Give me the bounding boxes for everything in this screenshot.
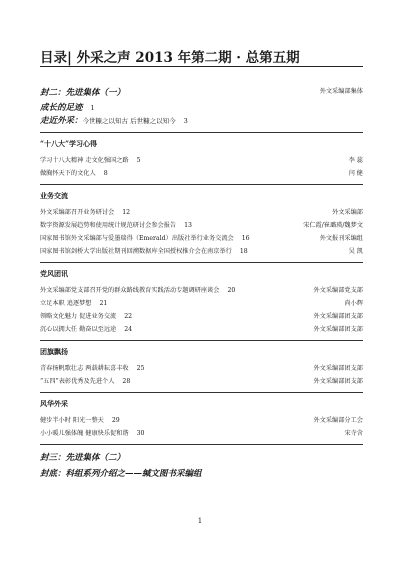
entry-page: 21 (99, 300, 108, 307)
page-number: 1 (197, 517, 203, 525)
entry-title: 立足本职 追逐梦想 (40, 300, 92, 307)
entry-title: 小小暖儿强体魄 健康快乐促和谐 (40, 430, 129, 437)
entry-author: 外文采编部 (332, 209, 363, 216)
section-heading: 风华外采 (40, 399, 68, 408)
toc-entry (40, 220, 363, 233)
toc-entry-approach (40, 114, 363, 128)
toc-entry (40, 285, 363, 298)
entry-page: 25 (136, 365, 145, 372)
section-heading: 业务交流 (40, 191, 68, 200)
entry-author: 闫 健 (348, 170, 363, 177)
entry-title: 做胸怀天下的文化人 (40, 170, 96, 177)
entry-title: “五四”表彰优秀及先进个人 (40, 378, 115, 385)
entry-title: 外文采编部党支部召开党的群众路线教育实践活动专题调研座谈会 (40, 287, 220, 294)
cover2-author: 外文采编部集体 (319, 88, 363, 95)
section-divider (40, 444, 363, 445)
entry-page: 5 (136, 157, 141, 164)
entry-page: 13 (184, 222, 192, 229)
entry-author: 外文采编部团支部 (313, 326, 363, 333)
entry-title: 学习十八大精神 走文化强国之路 (40, 157, 129, 164)
section-divider (40, 340, 363, 341)
entry-page: 8 (103, 170, 108, 177)
entry-page: 16 (241, 235, 250, 242)
entry-author: 外文采编部团支部 (313, 365, 363, 372)
entry-page: 20 (227, 287, 236, 294)
section-heading: “十八大”学习心得 (40, 139, 98, 148)
entry-title: 成长的足迹 (40, 103, 83, 113)
entry-title: 青春扬帆歌壮志 两载耕耘喜丰收 (40, 365, 129, 372)
entry-title: 国家图书馆剑桥大学出版社期刊回溯数据库全国授权推介会在南京举行 (40, 248, 232, 255)
toc-entry (40, 155, 363, 168)
back-cover-entry (40, 467, 363, 481)
toc-entry (40, 428, 363, 441)
toc-entry (40, 415, 363, 428)
entry-author: 外文采编部团支部 (313, 378, 363, 385)
toc-entry (40, 324, 363, 337)
entry-author: 外文报刊采编组 (319, 235, 363, 242)
toc-entry (40, 311, 363, 324)
section-divider (40, 392, 363, 393)
toc-entry (40, 246, 363, 259)
entry-title: 沉心以拥大任 勤奋以至远途 (40, 326, 117, 333)
entry-title: 国家图书馆外文采编部与爱墨瑞得（Emerald）出版社举行业务交流会 (40, 235, 234, 242)
entry-author: 外文采编部团支部 (313, 313, 363, 320)
toc-entry (40, 233, 363, 246)
cover3-label: 封三：先进集体（二） (40, 453, 126, 463)
entry-page: 1 (90, 104, 95, 112)
entry-title: 数字资源发展趋势和使用统计规范研讨会参会报告 (40, 222, 177, 229)
entry-author: 尚小辉 (344, 300, 363, 307)
toc-title: 目录| 外采之声 2013 年第二期 · 总第五期 (40, 50, 300, 66)
toc-entry (40, 168, 363, 181)
toc-entry (40, 376, 363, 389)
toc-entry (40, 207, 363, 220)
title-divider (40, 66, 363, 67)
entry-page: 12 (122, 209, 131, 216)
entry-author: 宋仁霞/崔璐瑛/魏梦文 (303, 222, 363, 229)
entry-author: 吴 凯 (348, 248, 363, 255)
back-cover-label: 封底：科组系列介绍之——缄文图书采编组 (40, 469, 202, 479)
entry-author: 宋寺含 (344, 430, 363, 437)
entry-page: 18 (239, 248, 248, 255)
entry-subtitle: 今世糠之以知古 后世糠之以知今 (82, 117, 176, 125)
entry-page: 28 (122, 378, 131, 385)
entry-title: 领略文化魅力 促进业务交流 (40, 313, 117, 320)
section-heading: 党风团讯 (40, 269, 68, 278)
toc-entry-growth (40, 101, 363, 115)
entry-page: 30 (136, 430, 145, 437)
entry-page: 24 (124, 326, 133, 333)
section-divider (40, 184, 363, 185)
section-divider (40, 132, 363, 133)
entry-page: 29 (111, 417, 120, 424)
cover3-entry (40, 451, 363, 465)
entry-title: 走近外采： (40, 116, 83, 126)
cover2-entry (40, 86, 363, 100)
entry-page: 3 (183, 117, 188, 125)
cover2-label: 封二：先进集体（一） (40, 88, 126, 98)
entry-author: 外文采编部党支部 (313, 287, 363, 294)
entry-author: 外文采编部分工会 (313, 417, 363, 424)
entry-title: 健步半小时 阳光一整天 (40, 417, 104, 424)
section-divider (40, 262, 363, 263)
section-heading: 团旗飘扬 (40, 347, 68, 356)
entry-author: 李 蕊 (348, 157, 363, 164)
entry-title: 外文采编部召开业务研讨会 (40, 209, 115, 216)
toc-entry (40, 363, 363, 376)
entry-page: 22 (124, 313, 133, 320)
toc-entry (40, 298, 363, 311)
